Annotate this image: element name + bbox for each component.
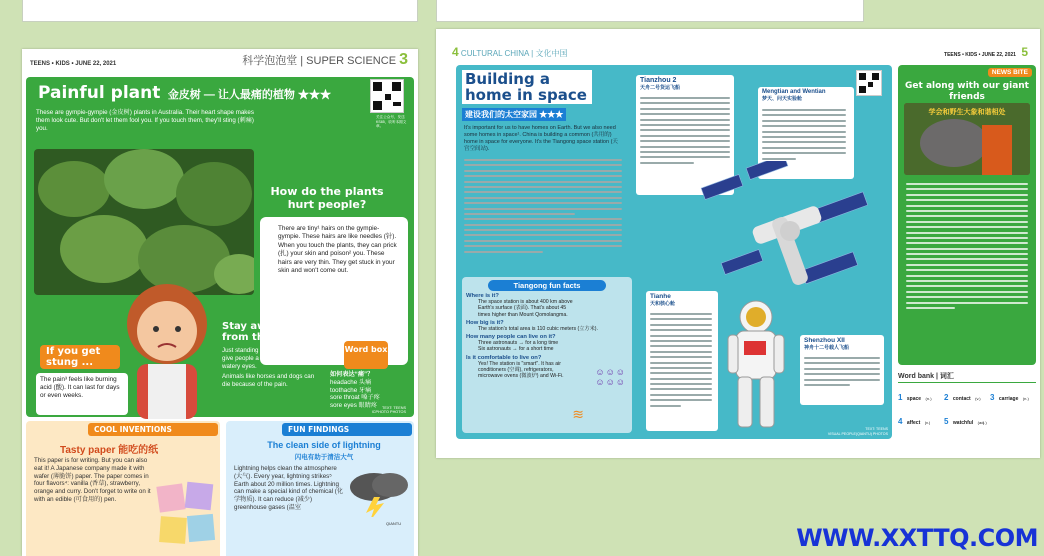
fun-findings-tab	[282, 423, 412, 436]
qr-code	[370, 79, 404, 113]
fun-findings-label: FUN FINDINGS	[288, 425, 350, 434]
masthead-5: TEENS • KIDS • JUNE 22, 2021	[944, 52, 1016, 58]
word-pos: (adj.)	[977, 420, 987, 425]
word-term: space	[906, 396, 922, 402]
fun-finding-subtitle: 闪电有助于清洁大气	[294, 454, 354, 461]
paper-pack-blue	[187, 514, 215, 542]
how-heading: How do the plants hurt people?	[270, 185, 384, 211]
painful-plant-panel	[26, 77, 414, 417]
mengtian-title: Mengtian and Wentian	[762, 89, 826, 95]
word-num: 4	[898, 417, 903, 426]
word-num: 3	[990, 393, 995, 402]
word-box-item: sore throat 嗓子疼	[330, 394, 380, 402]
word-num: 5	[944, 417, 949, 426]
paper-pack-yellow	[159, 516, 187, 544]
fact-item	[466, 293, 628, 318]
word-box-tag	[344, 341, 388, 369]
tianhe-title: Tianhe	[650, 293, 671, 300]
wifi-icon: ≋	[572, 406, 584, 422]
word-bank-title: Word bank | 词汇	[898, 371, 1036, 383]
word-box-label: Word box	[344, 345, 388, 354]
word-bank-item	[944, 411, 994, 429]
cool-inventions-label: COOL INVENTIONS	[94, 425, 172, 434]
fun-facts-title: Tiangong fun facts	[488, 280, 606, 291]
word-bank-item	[944, 387, 988, 405]
cool-inventions-tab	[88, 423, 218, 436]
fun-facts-box	[462, 277, 632, 433]
page-4-5-spread	[436, 29, 1040, 458]
word-term: contact	[952, 396, 971, 402]
space-title-en: Building a home in space	[462, 70, 592, 104]
fact-item	[466, 334, 628, 353]
fun-finding-text: Lightning helps clean the atmosphere (大气). Every year, lightning strikes⁵ Earth about 20 million times. Lightning can make a special kind of chemical (化学物质). It can reduce (减少) greenhouse gases (温室	[234, 465, 344, 511]
section-label: 科学泡泡堂 | SUPER SCIENCE	[242, 55, 397, 67]
sting-heading-box	[40, 345, 120, 369]
fact-question: Is it comfortable to live on?	[466, 354, 542, 361]
elephant-photo	[904, 103, 1030, 175]
tianzhou-title: Tianzhou 2	[640, 77, 677, 84]
space-title	[462, 70, 592, 122]
word-box-question: 如何表达“痛”？	[330, 371, 374, 378]
people-icons: ☺☺☺ ☺☺☺	[595, 367, 626, 387]
news-bite-panel	[898, 65, 1036, 365]
news-bite-cn: 学会和野生大象和谐相处	[928, 109, 1006, 116]
paper-pack-pink	[156, 483, 185, 512]
word-term: affect	[906, 420, 921, 426]
fact-question: How many people can live on it?	[466, 334, 556, 341]
stay-list	[222, 347, 320, 389]
cool-inventions-panel	[26, 421, 220, 556]
section-header-5	[944, 45, 1028, 59]
space-title-cn: 建设我们的太空家园 ★★★	[462, 108, 566, 121]
page-number-5: 5	[1021, 45, 1028, 59]
word-box-item: sore eyes 眼睛疼	[330, 402, 378, 410]
tianzhou-cn: 天舟二号货运飞船	[640, 85, 681, 91]
paper-pack-purple	[185, 482, 214, 511]
space-station-illustration	[692, 161, 892, 311]
news-bite-title: Get along with our giant friends	[905, 81, 1029, 102]
word-pos: (v.)	[975, 396, 981, 401]
shenzhou-title: Shenzhou XII	[804, 337, 845, 344]
news-bite-text-lines	[906, 183, 1028, 312]
sting-text-box	[36, 373, 128, 415]
space-intro: It's important for us to have homes on Earth. But we also need some homes in space¹. China is building a common (共用的) home in space for everyone. It's the Tiangong space station (天宫空间站).	[464, 125, 618, 152]
astronaut-illustration	[720, 297, 792, 437]
word-box-content	[330, 371, 408, 410]
mengtian-cn: 梦天、问天实验舱	[762, 96, 803, 102]
fact-answer: The station's total area is 110 cubic meters (立方米).	[478, 325, 598, 332]
stay-item: Just standing near the plants can give people a runny nose and watery eyes.	[222, 347, 313, 370]
tianzhou-text-lines	[640, 97, 730, 167]
photo-credit-space: TEXT: TEENS VISUAL PEOPLE(QIANTU) PHOTOS	[827, 427, 888, 436]
word-pos: (n.)	[1022, 396, 1029, 401]
shenzhou-text-lines	[804, 357, 880, 389]
shenzhou-cn: 神舟十二号载人飞船	[804, 345, 850, 351]
fact-answer: Yes! The station is "smart". It has air conditioners (空调), refrigerators, microwave ovens (微波炉) and Wi-Fi.	[478, 360, 564, 380]
stay-item: Animals like horses and dogs can die because of the pain.	[222, 373, 315, 389]
section-label-4: CULTURAL CHINA | 文化中国	[460, 49, 568, 58]
section-header	[242, 51, 408, 69]
tianhe-box	[646, 291, 718, 431]
shenzhou-box	[800, 335, 884, 405]
word-term: carriage	[998, 396, 1019, 402]
fact-answer: Three astronauts → for a long time Six astronauts → for a short time	[478, 340, 559, 353]
mengtian-text-lines	[762, 109, 846, 163]
space-station-panel	[456, 65, 892, 439]
cool-invention-title: Tasty paper 能吃的纸	[60, 445, 159, 456]
site-watermark: WWW.XXTTQ.COM	[796, 524, 1038, 552]
sting-text: The pain³ feels like burning acid (酸). It can last for days or even weeks.	[40, 376, 120, 400]
photo-credit: TEXT: TEENS ICPHOTO PHOTOS	[371, 405, 406, 415]
photo-credit-qiantu: QIANTU	[386, 521, 402, 526]
stay-heading: Stay away from them	[222, 321, 282, 343]
stung-kid-illustration	[112, 269, 222, 419]
tianhe-cn: 天和核心舱	[650, 301, 676, 307]
fact-question: Where is it?	[466, 293, 499, 299]
word-box-item: toothache 牙痛	[330, 386, 372, 394]
page-3	[22, 49, 418, 556]
fact-question: How big is it?	[466, 319, 504, 326]
word-bank-item	[898, 411, 942, 429]
news-bite-tab: NEWS BITE	[988, 68, 1032, 77]
word-bank-item	[898, 387, 942, 405]
intro-text: These are gympie-gympie (金皮树) plants in Australia. Their heart shape makes them look cute. But don't let them fool you. If you touch them, they'll sting (刺痛) you.	[36, 109, 254, 132]
word-box-item: headache 头痛	[330, 378, 372, 386]
word-term: watchful	[952, 420, 974, 426]
qr-caption: 关注公众号，发送 KS85，收听本期文章。	[376, 115, 407, 128]
word-bank-item	[990, 387, 1036, 405]
fun-findings-panel	[226, 421, 414, 556]
previous-page-edge-left	[22, 0, 418, 22]
section-header-4	[452, 45, 567, 59]
word-bank	[898, 371, 1036, 439]
sting-heading: If you get stung ...	[46, 346, 101, 368]
cool-invention-text: This paper is for writing. But you can also eat it! A Japanese company made it with wafer (薄脆饼) paper. The paper comes in four flavors⁴: vanilla (香草), strawberry, orange and curry. Don't forget to write on it with an edible (可食用的) pen.	[34, 457, 151, 503]
how-heading-box	[268, 185, 386, 211]
stay-heading-box	[222, 321, 294, 343]
storm-cloud-icon	[344, 467, 412, 517]
title-cn: 金皮树 — 让人最痛的植物 ★★★	[167, 89, 331, 101]
tianhe-text-lines	[650, 313, 712, 410]
page-number: 3	[399, 51, 408, 68]
how-text: There are tiny¹ hairs on the gympie-gympie. These hairs are like needles (针). When you touch the plants, they can prick (扎) your skin and poison² you. These hairs are very thin. They get stuck in your skin and won't come out.	[278, 225, 397, 275]
fact-answer: The space station is about 400 km above Earth's surface (表面). That's about 45 times higher than Mount Qomolangma.	[478, 299, 573, 318]
article-body-lines	[464, 159, 622, 256]
word-pos: (n.)	[925, 396, 932, 401]
previous-page-edge-right	[436, 0, 864, 22]
page-number-4: 4	[452, 45, 459, 59]
title-en: Painful plant	[38, 83, 161, 103]
qr-code-2	[856, 70, 882, 96]
word-num: 1	[898, 393, 903, 402]
masthead: TEENS • KIDS • JUNE 22, 2021	[30, 61, 117, 67]
fun-finding-title: The clean side of lightning	[267, 440, 381, 450]
word-num: 2	[944, 393, 949, 402]
article-title	[38, 83, 331, 103]
word-pos: (v.)	[924, 420, 931, 425]
fact-item	[466, 320, 628, 332]
